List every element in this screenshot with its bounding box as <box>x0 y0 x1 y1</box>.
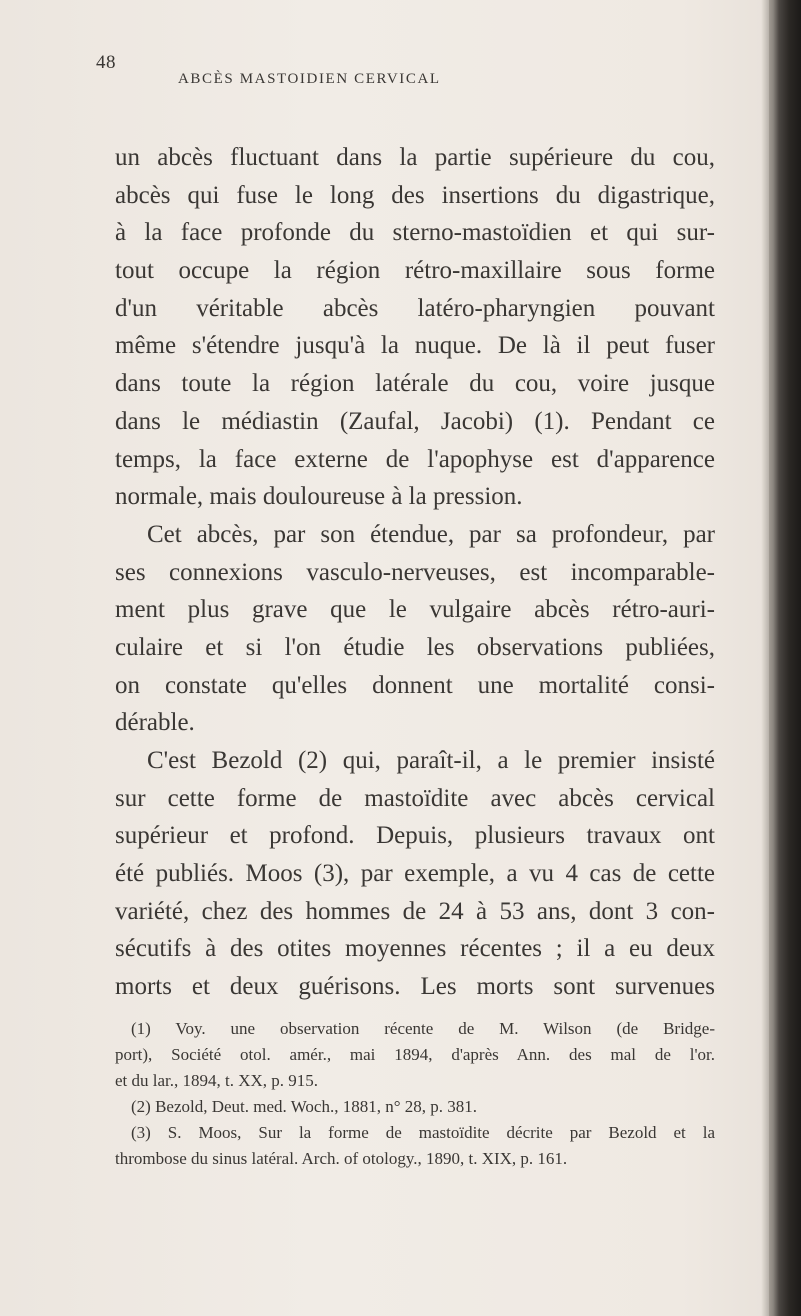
text-line: temps, la face externe de l'apophyse est d'apparence <box>115 445 715 473</box>
text-line: sur cette forme de mastoïdite avec abcès cervical <box>115 784 715 812</box>
page-binding-edge <box>761 0 801 1316</box>
body-text <box>115 139 715 1006</box>
text-line: morts et deux guérisons. Les morts sont survenues <box>115 973 715 1001</box>
text-line: culaire et si l'on étudie les observations publiées, <box>115 633 715 661</box>
text-line: à la face profonde du sterno-mastoïdien et qui sur- <box>115 219 715 247</box>
text-line: variété, chez des hommes de 24 à 53 ans, dont 3 con- <box>115 897 715 925</box>
footnote-line: (3) S. Moos, Sur la forme de mastoïdite décrite par Bezold et la <box>131 1123 715 1142</box>
text-line: dans le médiastin (Zaufal, Jacobi) (1). Pendant ce <box>115 407 715 435</box>
text-line: dans toute la région latérale du cou, voire jusque <box>115 370 715 398</box>
text-line: un abcès fluctuant dans la partie supérieure du cou, <box>115 144 715 171</box>
text-line: ses connexions vasculo-nerveuses, est incomparable- <box>115 558 715 586</box>
text-line: normale, mais douloureuse à la pression. <box>115 483 523 511</box>
text-line: tout occupe la région rétro-maxillaire sous forme <box>115 257 715 285</box>
text-line: été publiés. Moos (3), par exemple, a vu 4 cas de cette <box>115 860 715 888</box>
text-line: C'est Bezold (2) qui, paraît-il, a le premier insisté <box>147 747 715 774</box>
page-number: 48 <box>96 52 116 73</box>
text-line: d'un véritable abcès latéro-pharyngien pouvant <box>115 294 715 322</box>
footnote-line: (2) Bezold, Deut. med. Woch., 1881, n° 28, p. 381. <box>131 1097 478 1116</box>
footnotes <box>115 1016 715 1172</box>
footnote-line: et du lar., 1894, t. XX, p. 915. <box>115 1071 319 1090</box>
footnote-line: (1) Voy. une observation récente de M. Wilson (de Bridge- <box>131 1019 715 1038</box>
text-line: sécutifs à des otites moyennes récentes ; il a eu deux <box>115 935 715 963</box>
text-line: Cet abcès, par son étendue, par sa profondeur, par <box>147 520 715 548</box>
text-line: ment plus grave que le vulgaire abcès rétro-auri- <box>115 596 715 624</box>
text-line: abcès qui fuse le long des insertions du digastrique, <box>115 181 715 209</box>
footnote-line: port), Société otol. amér., mai 1894, d'après Ann. des mal de l'or. <box>115 1045 715 1064</box>
text-line: supérieur et profond. Depuis, plusieurs travaux ont <box>115 822 715 850</box>
text-line: même s'étendre jusqu'à la nuque. De là il peut fuser <box>115 332 715 360</box>
text-line: on constate qu'elles donnent une mortalité consi- <box>115 671 715 699</box>
running-title: ABCÈS MASTOIDIEN CERVICAL <box>178 71 441 87</box>
footnote-line: thrombose du sinus latéral. Arch. of otology., 1890, t. XIX, p. 161. <box>115 1149 568 1168</box>
text-line: dérable. <box>115 709 195 737</box>
page-binding-shadow <box>769 0 773 1316</box>
